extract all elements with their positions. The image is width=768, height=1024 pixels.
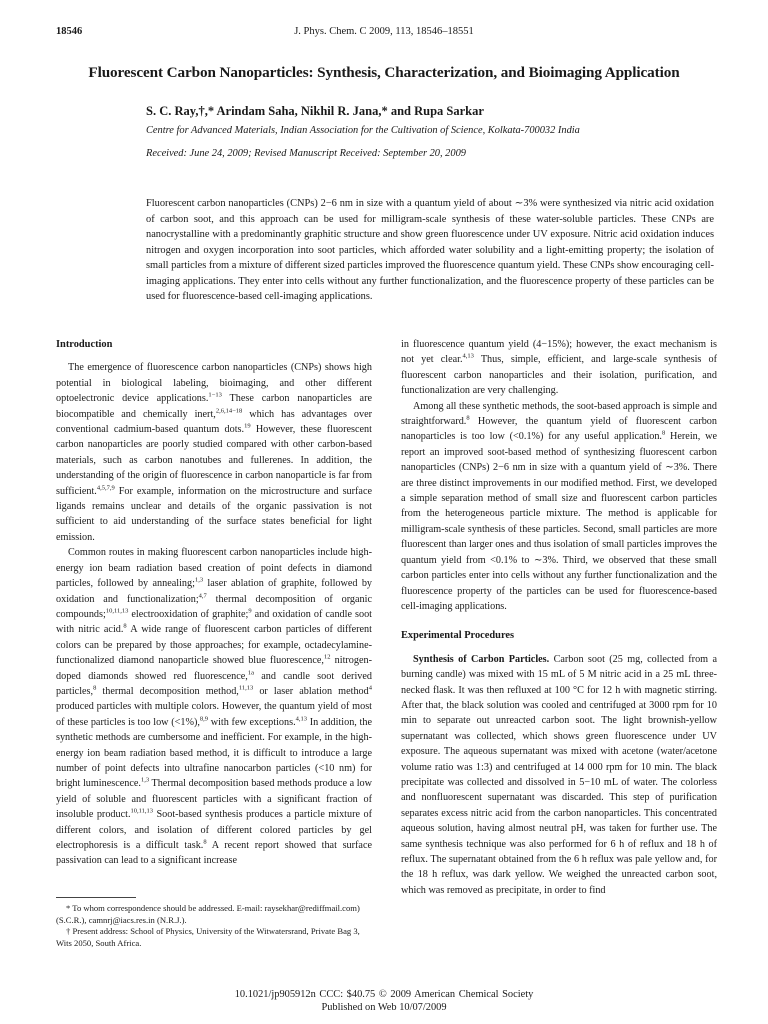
citation-ref: 8 [93, 684, 97, 692]
subsection-heading: Synthesis of Carbon Particles. [413, 653, 550, 665]
article-title: Fluorescent Carbon Nanoparticles: Synthesis, Characterization, and Bioimaging Application [88, 64, 680, 81]
text-run: in fluorescence quantum yield (4−15%); however, the exact mechanism is not yet clear. [401, 339, 717, 366]
citation-ref: 4,7 [198, 592, 207, 600]
citation-ref: 1,3 [194, 576, 204, 584]
text-run: Soot-based synthesis produces a particle mixture of different colors, and isolation of different colored particles by gel electrophoresis is a difficult task. [56, 809, 372, 851]
right-column [401, 337, 717, 898]
text-run: with few exceptions. [208, 716, 296, 728]
text-run: nitrogen-doped diamonds showed red fluorescence, [56, 655, 372, 682]
text-run: produced particles with multiple colors. However, the quantum yield of most of these particles is too low (<1%), [56, 701, 372, 728]
text-run: Thus, simple, efficient, and large-scale synthesis of fluorescent carbon nanoparticles and their isolation, purification, and functionalization are very challenging. [401, 354, 717, 397]
citation-ref: 4 [368, 684, 372, 692]
citation-ref: 4,13 [462, 353, 474, 361]
text-run: which has advantages over conventional cadmium-based quantum dots. [56, 408, 372, 436]
text-run: Herein, we report an improved soot-based method of synthesizing fluorescent carbon nanoparticles (CNPs) 2−6 nm in size with a quantum yield of ∼3%. There are three distinct improvements in our modified method. First, we developed a simple separation method of small size and fluorescent carbon particles from the heterogeneous particle mixture. The method is applicable for milligram-scale synthesis of these particles. Second, small particles are more fluorescent than larger ones and thus isolation of small particles improves the quantum yield from <0.1% to ∼3%. Third, we observed that these small carbon particles enter into cells without any further functionalization and the fluorescence property of the particles can be used for fluorescence-based cell-imaging applications. [401, 431, 717, 612]
citation-ref: 1,3 [140, 776, 150, 784]
text-run: A recent report showed that surface passivation can lead to a significant increase [56, 840, 372, 867]
citation-ref: 1a [247, 669, 254, 677]
footnotes [56, 903, 372, 949]
text-run: These carbon nanoparticles are biocompatible and chemically inert, [56, 393, 372, 420]
footnote-divider [56, 897, 136, 898]
citation-ref: 8 [203, 838, 207, 846]
text-run: thermal decomposition method, [96, 685, 239, 697]
text-run: or laser ablation method [253, 685, 369, 697]
text-run: Among all these synthetic methods, the soot-based approach is simple and straightforward. [401, 400, 717, 428]
text-run: A wide range of fluorescent carbon particles of different colors can be prepared by those approaches; for example, octadecylamine-functionalized diamond nanoparticle showed blue fluorescence, [56, 624, 372, 667]
text-run: thermal decomposition of organic compounds; [56, 593, 372, 620]
text-run: Thermal decomposition based methods produce a low yield of soluble and fluorescent particles with a significant fraction of insoluble product. [56, 778, 372, 821]
section-heading-experimental: Experimental Procedures [401, 630, 515, 642]
paragraph [56, 545, 372, 869]
citation-ref: 8 [661, 430, 666, 438]
text-run: In addition, the synthetic methods are cumbersome and inefficient. For example, in the high-energy ion beam radiation based method, it is difficult to introduce a large number of point defects into ultrafine nanocarbon particles (<10 nm) for bright luminescence. [56, 716, 372, 790]
text-run: Common routes in making fluorescent carbon nanoparticles include high-energy ion beam radiation based creation of point defects in diamond particles, followed by annealing; [56, 547, 372, 590]
citation-ref: 8 [123, 622, 127, 630]
paragraph [401, 337, 717, 399]
text-run: electrooxidation of graphite; [128, 608, 249, 620]
paragraph-body [401, 654, 717, 896]
paragraph [56, 360, 372, 545]
text-run: However, these fluorescent carbon nanoparticles are poorly studied compared with other carbon-based materials, such as carbon nanotubes and fullerenes. In addition, the understanding of the origin of fluorescence in carbon nanoparticle is far from sufficient. [56, 424, 372, 497]
page-number: 18546 [56, 26, 83, 37]
section-heading-introduction: Introduction [56, 339, 113, 350]
text-run: laser ablation of graphite, followed by oxidation and functionalization; [56, 578, 373, 605]
citation-ref: 8,9 [199, 715, 209, 723]
footnote-correspondence: * To whom correspondence should be addressed. E-mail: raysekhar@rediffmail.com) (S.C.R.), camnrj@iacs.res.in (N.R.J.). [56, 903, 360, 925]
author-list: S. C. Ray,†,* Arindam Saha, Nikhil R. Jana,* and Rupa Sarkar [146, 104, 484, 118]
citation-ref: 4,13 [295, 715, 308, 723]
citation-ref: 12 [323, 653, 331, 661]
citation-ref: 1−13 [208, 391, 222, 399]
citation-ref: 10,11,13 [130, 807, 154, 815]
citation-ref: 4,5,7,9 [96, 484, 115, 492]
text-run: However, the quantum yield of fluorescent carbon nanoparticles is too low (<0.1%) for any useful application. [401, 416, 717, 443]
left-column [56, 337, 372, 869]
affiliation: Centre for Advanced Materials, Indian Association for the Cultivation of Science, Kolkata-700032 India [146, 125, 580, 136]
paragraph [401, 652, 717, 899]
text-run: The emergence of fluorescence carbon nanoparticles (CNPs) shows high potential in biological labeling, bioimaging, and other different optoelectronic device applications. [56, 362, 372, 405]
text-run: Carbon soot (25 mg, collected from a burning candle) was mixed with 15 mL of 5 M nitric acid in a 25 mL three-necked flask. It was then refluxed at 100 °C for 12 h with magnetic stirring. After that, the black solution was cooled and centrifuged at 3000 rpm for 10 min to separate out unreacted carbon soot. The light brownish-yellow supernatant was collected, which shows green fluorescence under UV exposure. The aqueous supernatant was mixed with acetone (water/acetone volume ratio was 1:3) and centrifuged at 14 000 rpm for 10 min. The black precipitate was collected and dissolved in 5−10 mL of water. The colorless and nonfluorescent supernatant was discarded. This step of purification separates excess nitric acid from the carbon nanoparticles. This concentrated aqueous solution, having almost neutral pH, was taken for further use. The same synthesis technique was also performed for 6 h of reflux and 18 h of reflux. The supernatant obtained from the 6 h reflux was pale yellow and, for the 18 h reflux, was dark yellow. We weighed the unreacted carbon soot, which was removed as precipitate, in order to find [401, 653, 717, 896]
abstract: Fluorescent carbon nanoparticles (CNPs) 2−6 nm in size with a quantum yield of about ∼3% were synthesized via nitric acid oxidation of carbon soot, and this approach can be used for milligram-scale synthesis of these water-soluble particles. These CNPs are nanocrystalline with a predominantly graphitic structure and show green fluorescence under UV exposure. Nitric acid oxidation induces nitrogen and oxygen incorporation into soot particles, which afforded water solubility and a light-emitting property; the isolation of small particles from a mixture of different sized particles improved the fluorescence quantum yield. These CNPs show encouraging cell-imaging applications. They enter into cells without any further functionalization, and the fluorescence property of these particles can be used for fluorescence-based cell-imaging applications. [146, 198, 714, 302]
journal-citation: J. Phys. Chem. C 2009, 113, 18546–18551 [294, 26, 474, 37]
citation-ref: 11,13 [238, 684, 254, 692]
text-run: and oxidation of candle soot with nitric acid. [56, 608, 372, 636]
citation-ref: 8 [466, 414, 470, 422]
published-date: Published on Web 10/07/2009 [321, 1002, 447, 1013]
doi-copyright-line: 10.1021/jp905912n CCC: $40.75 © 2009 American Chemical Society [234, 989, 534, 1000]
citation-ref: 19 [244, 422, 251, 430]
paragraph [401, 399, 717, 615]
text-run: and candle soot derived particles, [56, 670, 372, 697]
citation-ref: 9 [248, 607, 252, 615]
text-run: For example, information on the microstructure and surface ligands remains unclear and details of the organic passivation is not sufficient to aid understanding of the surface states beneficial for light emission. [56, 485, 372, 543]
footnote-present-address: † Present address: School of Physics, University of the Witwatersrand, Private Bag 3, Wits 2050, South Africa. [56, 926, 360, 948]
citation-ref: 2,6,14−18 [215, 407, 243, 415]
citation-ref: 10,11,13 [105, 607, 129, 615]
received-dates: Received: June 24, 2009; Revised Manuscript Received: September 20, 2009 [146, 148, 466, 159]
